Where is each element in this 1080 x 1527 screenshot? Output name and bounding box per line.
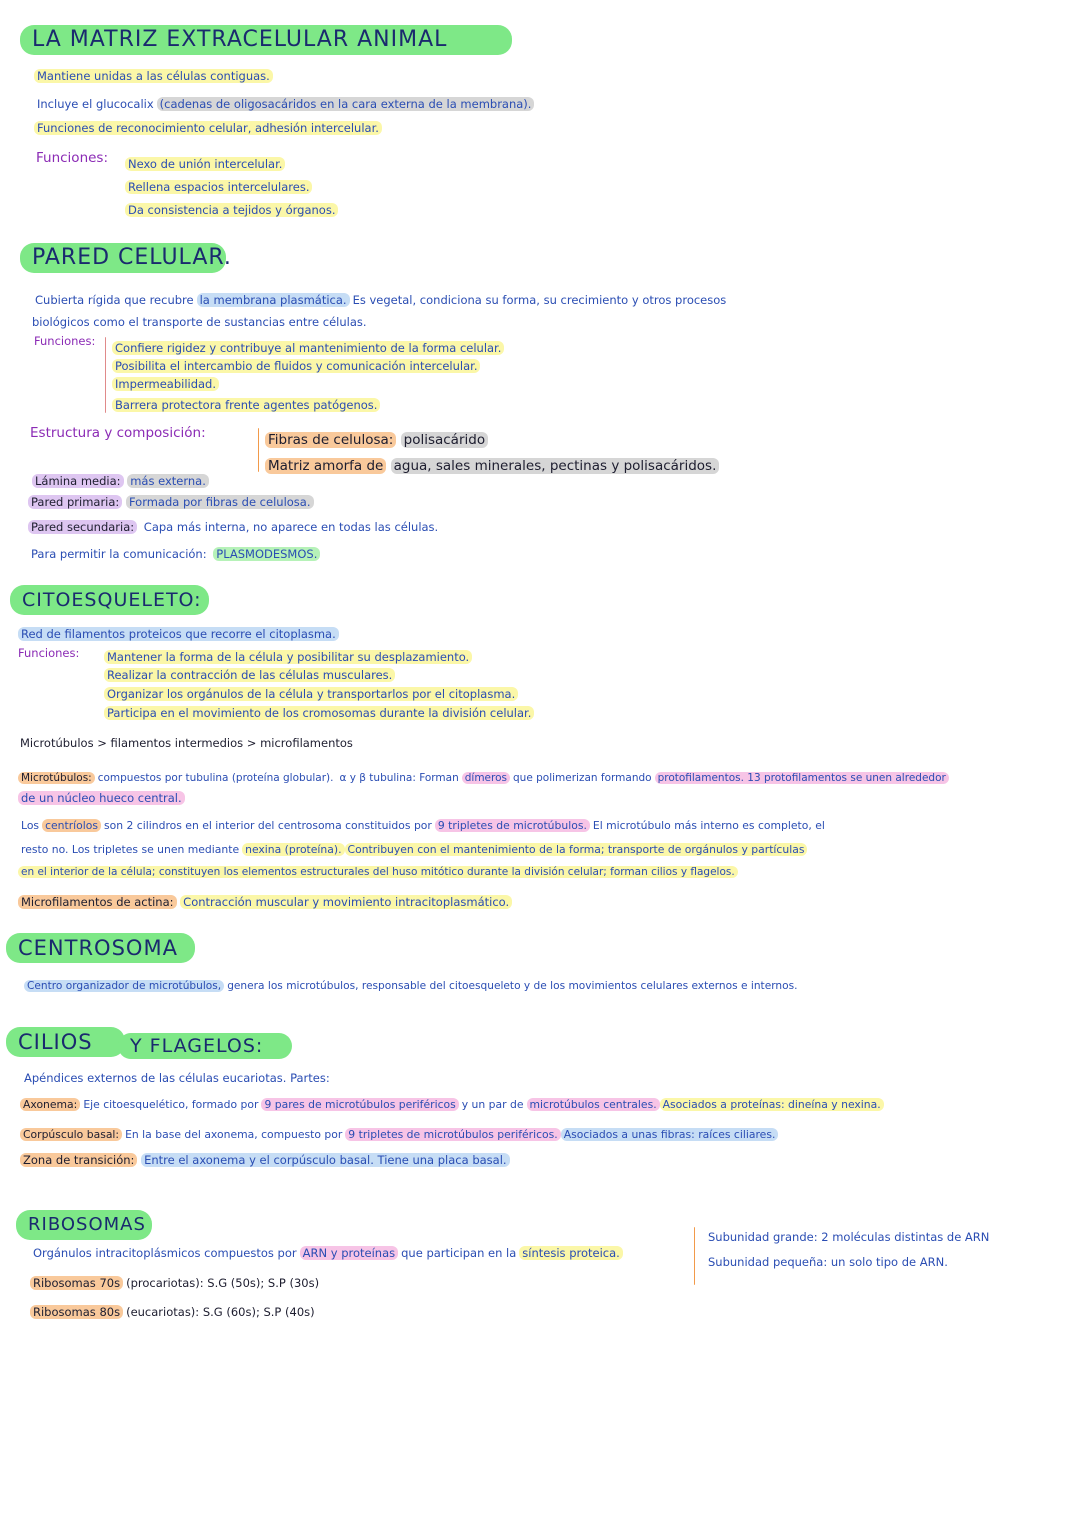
pared-line-1: Cubierta rígida que recubre la membrana plasmática. Es vegetal, condiciona su forma, su crecimiento y otros procesos: [35, 293, 727, 307]
cito-function-1: Mantener la forma de la célula y posibilitar su desplazamiento.: [104, 649, 472, 665]
section-title-centrosoma: CENTROSOMA: [6, 933, 195, 963]
matriz-line-2: Incluye el glucocalix (cadenas de oligosacáridos en la cara externa de la membrana).: [34, 96, 534, 112]
pared-structure-1: Fibras de celulosa: polisacárido: [265, 432, 488, 448]
cito-order: Microtúbulos > filamentos intermedios > microfilamentos: [20, 736, 353, 750]
section-title-flagelos: Y FLAGELOS:: [118, 1033, 292, 1059]
ribo-70s: Ribosomas 70s (procariotas): S.G (50s); S.P (30s): [30, 1275, 322, 1291]
ribo-subunidad-grande: Subunidad grande: 2 moléculas distintas de ARN: [708, 1230, 990, 1244]
cito-centriolos-2: resto no. Los tripletes se unen mediante nexina (proteína). Contribuyen con el mantenimiento de la forma; transporte de orgánulos y partículas: [18, 842, 807, 858]
cito-functions-label: Funciones:: [18, 646, 80, 660]
pared-functions-brace: [105, 337, 106, 413]
ribo-subunits-brace: [694, 1227, 695, 1285]
pared-structure-2: Matriz amorfa de agua, sales minerales, pectinas y polisacáridos.: [265, 458, 719, 474]
cilios-zona-transicion: Zona de transición: Entre el axonema y el corpúsculo basal. Tiene una placa basal.: [20, 1152, 510, 1168]
matriz-function-1: Nexo de unión intercelular.: [125, 156, 285, 172]
section-title-matriz: LA MATRIZ EXTRACELULAR ANIMAL: [20, 25, 512, 55]
pared-function-3: Impermeabilidad.: [112, 376, 219, 392]
pared-primaria: Pared primaria: Formada por fibras de celulosa.: [28, 494, 314, 510]
pared-structure-label: Estructura y composición:: [30, 425, 206, 441]
section-title-citoesqueleto: CITOESQUELETO:: [10, 585, 209, 615]
cilios-axonema: Axonema: Eje citoesquelético, formado por 9 pares de microtúbulos periféricos y un par de microtúbulos centrales. Asociados a proteínas: dineína y nexina.: [20, 1097, 884, 1113]
cilios-line-1: Apéndices externos de las células eucariotas. Partes:: [24, 1071, 330, 1085]
section-title-cilios: CILIOS: [6, 1027, 125, 1057]
matriz-line-1: Mantiene unidas a las células contiguas.: [34, 68, 273, 84]
pared-function-2: Posibilita el intercambio de fluidos y comunicación intercelular.: [112, 358, 480, 374]
cito-centriolos-1: Los centríolos son 2 cilindros en el interior del centrosoma constituidos por 9 tripletes de microtúbulos. El microtúbulo más interno es completo, el: [21, 819, 825, 832]
pared-structure-brace: [258, 428, 259, 472]
cito-function-3: Organizar los orgánulos de la célula y transportarlos por el citoplasma.: [104, 686, 518, 702]
cito-function-2: Realizar la contracción de las células musculares.: [104, 667, 395, 683]
pared-function-1: Confiere rigidez y contribuye al mantenimiento de la forma celular.: [112, 340, 504, 356]
ribo-80s: Ribosomas 80s (eucariotas): S.G (60s); S.P (40s): [30, 1304, 318, 1320]
matriz-functions-label: Funciones:: [36, 150, 109, 166]
cito-centriolos-3: en el interior de la célula; constituyen los elementos estructurales del huso mitótico durante la división celular; forman cilios y flagelos.: [18, 864, 738, 880]
cito-microtubulos-1: Microtúbulos: compuestos por tubulina (proteína globular). α y β tubulina: Forman dímeros que polimerizan formando protofilamentos. 13 protofilamentos se unen alrededor: [18, 770, 949, 786]
ribo-subunidad-pequena: Subunidad pequeña: un solo tipo de ARN.: [708, 1255, 948, 1269]
matriz-function-2: Rellena espacios intercelulares.: [125, 179, 312, 195]
matriz-line-3: Funciones de reconocimiento celular, adhesión intercelular.: [34, 120, 382, 136]
centrosoma-line-1: Centro organizador de microtúbulos, genera los microtúbulos, responsable del citoesqueleto y de los movimientos celulares externos e internos.: [24, 978, 800, 994]
cito-function-4: Participa en el movimiento de los cromosomas durante la división celular.: [104, 705, 534, 721]
pared-function-4: Barrera protectora frente agentes patógenos.: [112, 397, 380, 413]
cilios-corpusculo: Corpúsculo basal: En la base del axonema, compuesto por 9 tripletes de microtúbulos periféricos. Asociados a unas fibras: raíces ciliares.: [20, 1127, 778, 1143]
section-title-ribosomas: RIBOSOMAS: [16, 1210, 152, 1240]
matriz-function-3: Da consistencia a tejidos y órganos.: [125, 202, 338, 218]
pared-functions-label: Funciones:: [34, 334, 96, 348]
cito-line-1: Red de filamentos proteicos que recorre el citoplasma.: [18, 626, 339, 642]
ribo-line-1: Orgánulos intracitoplásmicos compuestos por ARN y proteínas que participan en la síntesis proteica.: [30, 1245, 623, 1261]
section-title-pared: PARED CELULAR.: [20, 243, 226, 273]
pared-lamina-media: Lámina media: más externa.: [32, 473, 209, 489]
cito-microfilamentos: Microfilamentos de actina: Contracción muscular y movimiento intracitoplasmático.: [18, 894, 512, 910]
pared-comunicacion: Para permitir la comunicación: PLASMODESMOS.: [28, 546, 320, 562]
pared-line-2: biológicos como el transporte de sustancias entre células.: [32, 315, 367, 329]
cito-microtubulos-2: de un núcleo hueco central.: [18, 790, 185, 806]
pared-secundaria: Pared secundaria: Capa más interna, no aparece en todas las células.: [28, 519, 441, 535]
